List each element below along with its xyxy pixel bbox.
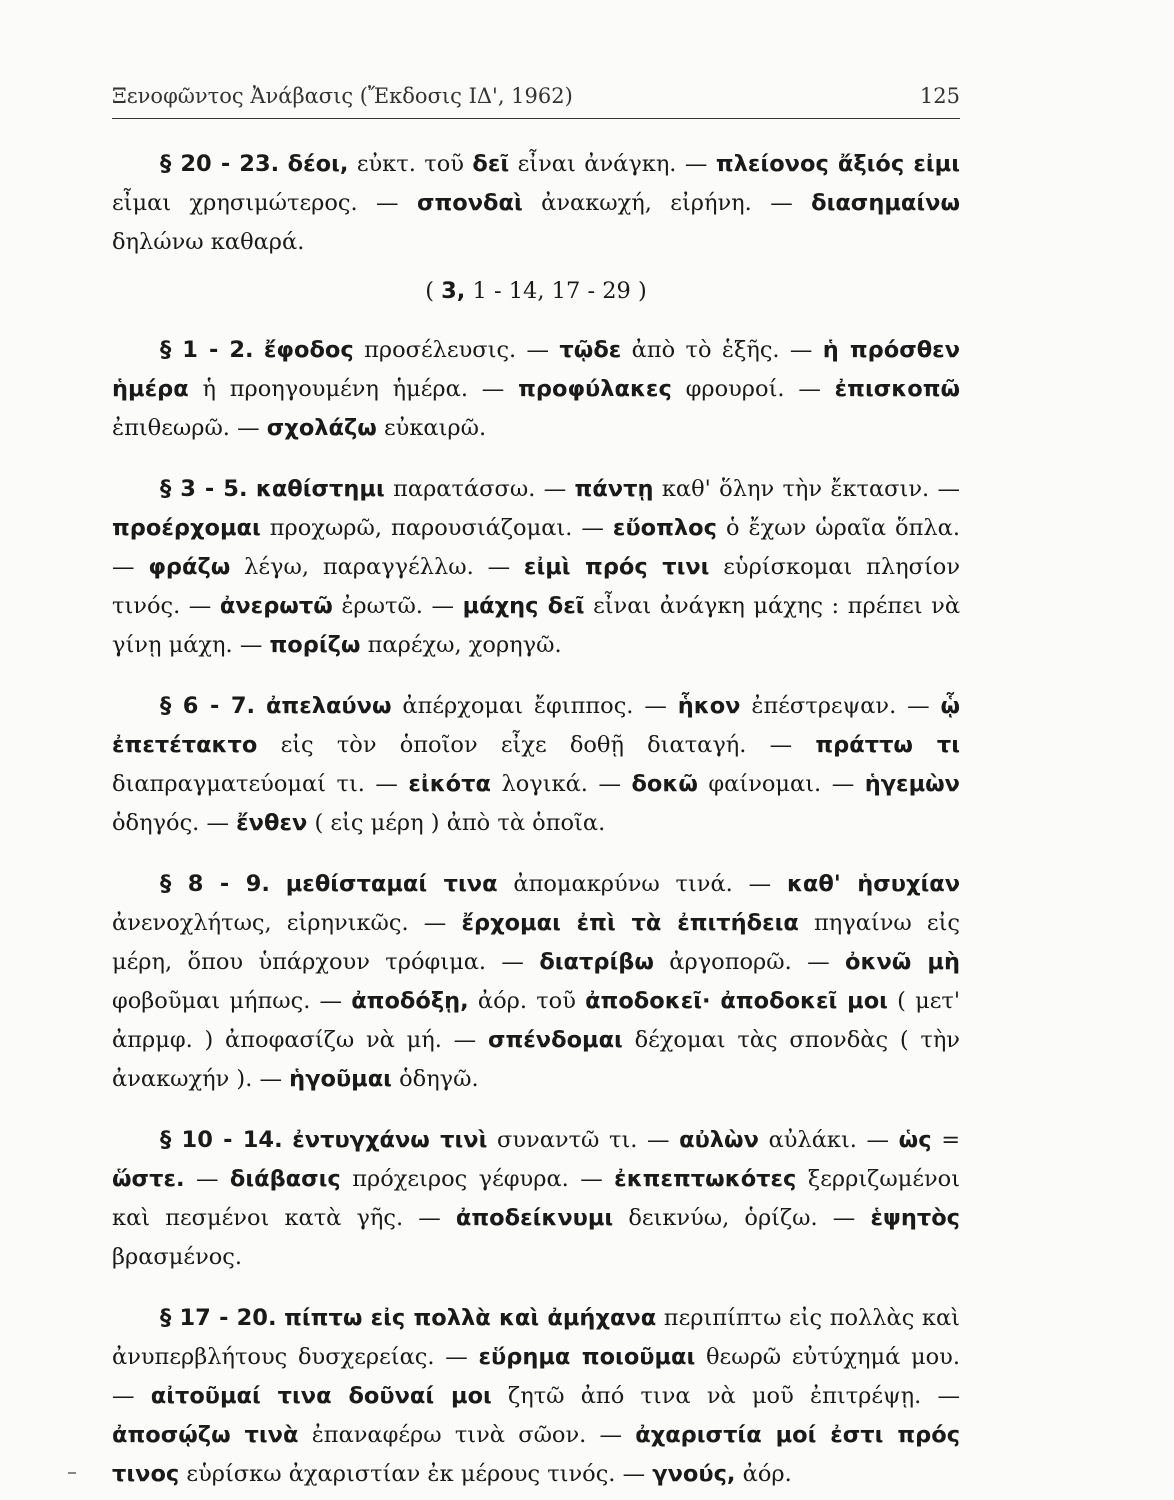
headword: διατρίβω (539, 949, 654, 975)
gloss: ἡ προηγουμένη ἡμέρα. — (202, 376, 505, 402)
headword: ἧκον (677, 693, 741, 719)
gloss: δηλώνω καθαρά. (112, 229, 305, 255)
gloss: εὐκαιρῶ. (383, 415, 487, 441)
section-number: § 3 - 5. (160, 476, 248, 502)
gloss: δεικνύω, ὁρίζω. — (628, 1205, 856, 1231)
gloss: εἰς τὸν ὁποῖον εἶχε δοθῇ διαταγή. — (280, 732, 793, 758)
section-number: § 6 - 7. (160, 693, 256, 719)
headword: ὥστε. (112, 1166, 185, 1192)
headword: διάβασις (229, 1166, 341, 1192)
gloss: ἀόρ. (742, 1461, 792, 1487)
headword: ἀχαριστία μοί ἐστι πρός τινος (112, 1422, 961, 1487)
gloss: πρόχειρος γέφυρα. — (352, 1166, 603, 1192)
headword: δέοι, (287, 151, 349, 177)
glossary-paragraph (112, 865, 960, 1099)
headword: γνούς, (652, 1461, 736, 1487)
section-number: § 1 - 2. (160, 337, 254, 363)
gloss: φοβοῦμαι μήπως. — (112, 988, 343, 1014)
gloss: βρασμένος. (112, 1244, 243, 1270)
gloss: ἀπέρχομαι ἔφιππος. — (402, 693, 667, 719)
gloss: παρέχω, χορηγῶ. (367, 632, 562, 658)
headword: αἰτοῦμαί τινα δοῦναί μοι (150, 1383, 492, 1409)
headword: εἰκότα (408, 771, 491, 797)
headword: ἀνερωτῶ (219, 593, 333, 619)
headword: ὡς (898, 1127, 932, 1153)
gloss: = (941, 1127, 961, 1153)
headword: καθίστημι (255, 476, 385, 502)
glossary-paragraph (112, 470, 960, 665)
gloss: εἶναι ἀνάγκη μάχης : πρέπει νὰ γίνῃ μάχη. — (112, 593, 961, 658)
gloss: εὐκτ. τοῦ (356, 151, 464, 177)
headword: ἡ πρόσθεν ἡμέρα (112, 337, 961, 402)
gloss: συναντῶ τι. — (497, 1127, 670, 1153)
headword: ἔφοδος (263, 337, 354, 363)
gloss: εὑρίσκομαι πλησίον τινός. — (112, 554, 960, 619)
gloss: ἀπὸ τὸ ἑξῆς. — (631, 337, 813, 363)
gloss: ( μετ' ἀπρμφ. ) ἀποφασίζω νὰ μή. — (112, 988, 961, 1053)
headword: μεθίσταμαί τινα (285, 871, 498, 897)
headword: ἀπελαύνω (265, 693, 392, 719)
gloss: λέγω, παραγγέλλω. — (244, 554, 511, 580)
chapter-heading: ( 3, 1 - 14, 17 - 29 ) (425, 278, 647, 304)
gloss: ὁδηγός. — (112, 810, 229, 836)
headword: προέρχομαι (112, 515, 261, 541)
glossary-paragraph (112, 331, 960, 448)
headword: ᾧ ἐπετέτακτο (112, 693, 961, 758)
headword: πλείονος ἄξιός εἰμι (715, 151, 960, 177)
chapter-number: 3, (441, 278, 466, 304)
headword: ἐπισκοπῶ (834, 376, 961, 402)
headword: ἀποδόξῃ, (351, 988, 469, 1014)
running-header (112, 84, 960, 119)
glossary-paragraph (112, 687, 960, 843)
headword: σπένδομαι (487, 1027, 623, 1053)
gloss: ἀνακωχή, εἰρήνη. — (541, 190, 793, 216)
headword: διασημαίνω (811, 190, 960, 216)
headword: ἀποδείκνυμι (455, 1205, 614, 1231)
gloss: φρουροί. — (685, 376, 821, 402)
headword: εὔοπλος (612, 515, 717, 541)
gloss: καθ' ὅλην τὴν ἔκτασιν. — (661, 476, 961, 502)
gloss: δέχομαι τὰς σπονδὰς ( τὴν ἀνακωχήν ). — (112, 1027, 960, 1092)
gloss: εἶμαι χρησιμώτερος. — (112, 190, 399, 216)
headword: πάντῃ (574, 476, 654, 502)
gloss: περιπίπτω εἰς πολλὰς καὶ ἀνυπερβλήτους δυσχερείας. — (112, 1305, 960, 1370)
gloss: διαπραγματεύομαί τι. — (112, 771, 398, 797)
gloss: προσέλευσις. — (364, 337, 550, 363)
headword: ὀκνῶ μὴ (845, 949, 960, 975)
gloss: θεωρῶ εὐτύχημά μου. — (112, 1344, 961, 1409)
gloss: παρατάσσω. — (393, 476, 567, 502)
headword: σπονδαὶ (416, 190, 523, 216)
gloss: ζητῶ ἀπό τινα νὰ μοῦ ἐπιτρέψῃ. — (508, 1383, 961, 1409)
headword: εἰμὶ πρός τινι (523, 554, 710, 580)
headword: καθ' ἡσυχίαν (786, 871, 961, 897)
gloss: ἀνενοχλήτως, εἰρηνικῶς. — (112, 910, 447, 936)
headword: ἡγοῦμαι (289, 1066, 392, 1092)
gloss: πηγαίνω εἰς μέρη, ὅπου ὑπάρχουν τρόφιμα. — (112, 910, 960, 975)
glossary-paragraph (112, 1299, 960, 1494)
gloss: ὁ ἔχων ὡραῖα ὅπλα. — (112, 515, 960, 580)
gloss: ἐπαναφέρω τινὰ σῶον. — (311, 1422, 623, 1448)
headword: εὕρημα ποιοῦμαι (478, 1344, 696, 1370)
section-number: § 17 - 20. (160, 1305, 277, 1331)
gloss: ἐπιθεωρῶ. — (112, 415, 260, 441)
chapter-range: 1 - 14, 17 - 29 (472, 278, 631, 304)
headword: μάχης δεῖ (462, 593, 585, 619)
gloss: — (195, 1166, 219, 1192)
headword: τῷδε (559, 337, 622, 363)
headword: αὐλὼν (679, 1127, 759, 1153)
headword: πράττω τι (815, 732, 960, 758)
gloss: εὑρίσκω ἀχαριστίαν ἐκ μέρους τινός. — (186, 1461, 646, 1487)
gloss: ὁδηγῶ. (399, 1066, 479, 1092)
section-number: § 20 - 23. (160, 151, 280, 177)
scan-mark (68, 1472, 76, 1474)
section-number: § 8 - 9. (160, 871, 270, 897)
running-title: Ξενοφῶντος Ἀνάβασις (Ἔκδοσις ΙΔ', 1962) (112, 84, 573, 108)
glossary-body (112, 145, 960, 1494)
glossary-paragraph (112, 145, 960, 262)
headword: ἔνθεν (236, 810, 308, 836)
gloss: ξερριζωμένοι καὶ πεσμένοι κατὰ γῆς. — (112, 1166, 961, 1231)
gloss: φαίνομαι. — (708, 771, 855, 797)
headword: ἡγεμὼν (864, 771, 961, 797)
headword: ἀποσῴζω τινὰ (112, 1422, 299, 1448)
headword: ἑψητὸς (870, 1205, 960, 1231)
headword: σχολάζω (266, 415, 377, 441)
gloss: αὐλάκι. — (768, 1127, 890, 1153)
headword: ἀποδοκεῖ· ἀποδοκεῖ μοι (585, 988, 888, 1014)
headword: ἐκπεπτωκότες (614, 1166, 797, 1192)
gloss: ἐρωτῶ. — (341, 593, 455, 619)
gloss: ἀόρ. τοῦ (477, 988, 576, 1014)
headword: φράζω (148, 554, 231, 580)
headword: προφύλακες (518, 376, 672, 402)
gloss: προχωρῶ, παρουσιάζομαι. — (269, 515, 604, 541)
headword: δεῖ (472, 151, 510, 177)
section-number: § 10 - 14. (160, 1127, 283, 1153)
headword: πίπτω εἰς πολλὰ καὶ ἀμήχανα (284, 1305, 657, 1331)
page (112, 84, 960, 1494)
gloss: ἀργοπορῶ. — (669, 949, 830, 975)
headword: δοκῶ (631, 771, 698, 797)
page-number: 125 (919, 84, 960, 108)
headword: ἐντυγχάνω τινὶ (292, 1127, 488, 1153)
headword: πορίζω (269, 632, 361, 658)
headword: ἔρχομαι ἐπὶ τὰ ἐπιτήδεια (461, 910, 799, 936)
gloss: ( εἰς μέρη ) ἀπὸ τὰ ὁποῖα. (314, 810, 606, 836)
gloss: εἶναι ἀνάγκη. — (517, 151, 708, 177)
glossary-paragraph (112, 1121, 960, 1277)
gloss: ἐπέστρεψαν. — (751, 693, 930, 719)
gloss: ἀπομακρύνω τινά. — (513, 871, 772, 897)
gloss: λογικά. — (501, 771, 621, 797)
